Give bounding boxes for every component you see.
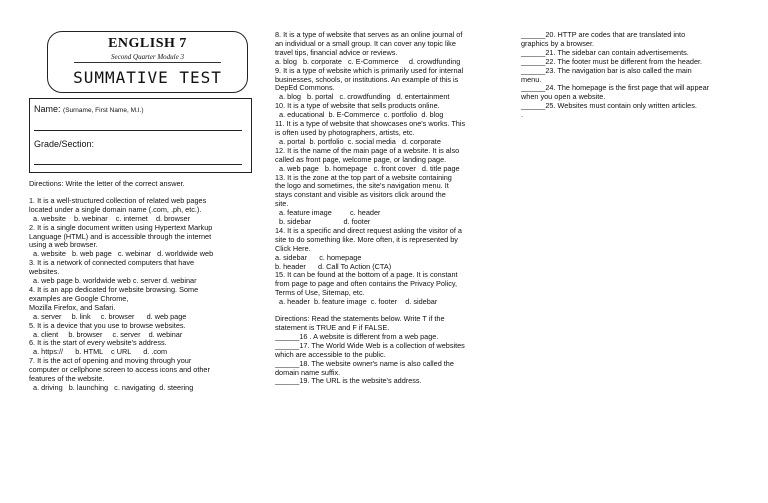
text-line: businesses, schools, or institutions. An example of this is [275, 74, 459, 84]
text-line: a. educational b. E-Commerce c. portfolio d. blog [275, 110, 444, 120]
text-line: an individual or a small group. It can cover any topic like [275, 38, 456, 48]
text-line: . [521, 110, 524, 120]
name-label: Name: [34, 104, 61, 114]
text-line: menu. [521, 74, 542, 84]
text-line: b. header d. Call To Action (CTA) [275, 261, 392, 271]
text-line: a. sidebar c. homepage [275, 252, 362, 262]
text-line: DepEd Commons. [275, 83, 335, 93]
text-line: is often used by photographers, artists, etc. [275, 127, 415, 137]
text-line: 1. It is a well-structured collection of related web pages [29, 195, 207, 205]
text-line: 11. It is a type of website that showcases one's works. This [275, 119, 466, 129]
text-line: a. web page b. worldwide web c. server d. webinar [29, 276, 197, 286]
text-line: ______22. The footer must be different from the header. [521, 56, 703, 66]
text-line: the logo and sometimes, the site's navigation menu. It [275, 181, 449, 191]
text-line: a. website b. webinar c. internet d. browser [29, 213, 191, 223]
text-line: ______18. The website owner's name is also called the [275, 358, 454, 368]
text-line: from page to page and often contains the Privacy Policy, [275, 279, 457, 289]
text-line: Language (HTML) and is accessible through the internet [29, 231, 212, 241]
text-line: statement is TRUE and F if FALSE. [275, 323, 390, 332]
text-line: 14. It is a specific and direct request asking the visitor of a [275, 225, 462, 235]
text-line: ______17. The World Wide Web is a collection of websites [275, 340, 465, 350]
text-line: domain name suffix. [275, 367, 341, 377]
questions-column-1 [29, 180, 251, 393]
text-line: Directions: Read the statements below. Write T if the [275, 314, 445, 324]
text-line: a. driving b. launching c. navigating d. steering [29, 382, 194, 392]
text-line: a. blog b. portal c. crowdfunding d. entertainment [275, 92, 450, 102]
text-line: a. https:// b. HTML c URL d. .com [29, 347, 168, 357]
text-line: located under a single domain name (.com, .ph, etc.). [29, 204, 202, 214]
text-line: a. client b. browser c. server d. webinar [29, 329, 183, 339]
text-line: 12. It is the name of the main page of a website. It is also [275, 145, 460, 155]
text-line: travel tips, financial advice or reviews. [275, 47, 398, 57]
text-line: a. portal b. portfolio c. social media d. corporate [275, 136, 441, 146]
text-line: ______16 . A website is different from a web page. [275, 331, 439, 341]
text-line: 13. It is the zone at the top part of a website containing [275, 172, 452, 182]
text-line: ______23. The navigation bar is also called the main [521, 65, 692, 75]
test-title: SUMMATIVE TEST [73, 68, 222, 87]
text-line: 10. It is a type of website that sells products online. [275, 101, 440, 111]
text-line: when you open a website. [521, 92, 606, 102]
text-line: a. website b. web page c. webinar d. worldwide web [29, 249, 214, 259]
subject-title: ENGLISH 7 [108, 36, 187, 51]
section-label: Grade/Section: [34, 139, 95, 149]
text-line: a. header b. feature image c. footer d. sidebar [275, 297, 438, 307]
text-line: 4. It is an app dedicated for website browsing. Some [29, 284, 199, 294]
questions-column-3 [521, 31, 746, 120]
text-line: 3. It is a network of connected computers that have [29, 258, 195, 268]
text-line: ______25. Websites must contain only written articles. [521, 101, 697, 111]
text-line: stays constant and visible as visitors click around the [275, 190, 446, 200]
text-line: 7. It is the act of opening and moving through your [29, 356, 192, 366]
text-line: Mozilla Firefox, and Safari. [29, 302, 116, 312]
text-line: examples are Google Chrome, [29, 293, 129, 303]
module-subtitle: Second Quarter Module 3 [111, 53, 184, 61]
text-line: Click Here. [275, 243, 311, 253]
text-line: 6. It is the start of every website's address. [29, 338, 167, 348]
text-line: a. feature image c. header [275, 208, 381, 218]
title-box [47, 31, 248, 93]
text-line: 2. It is a single document written using Hypertext Markup [29, 222, 213, 232]
text-line: site to do something like. More often, it is represented by [275, 234, 458, 244]
text-line: ______19. The URL is the website's address. [275, 376, 422, 386]
text-line: called as front page, welcome page, or landing page. [275, 154, 447, 164]
text-line: a. web page b. homepage c. front cover d. title page [275, 163, 460, 173]
title-divider [74, 62, 221, 63]
section-answer-line[interactable] [34, 164, 242, 165]
text-line: Directions: Write the letter of the correct answer. [29, 179, 185, 188]
text-line: graphics by a browser. [521, 38, 595, 48]
text-line: ______21. The sidebar can contain advertisements. [521, 47, 689, 57]
text-line: 9. It is a type of website which is primarily used for internal [275, 65, 464, 75]
text-line: ______24. The homepage is the first page that will appear [521, 83, 710, 93]
text-line: Terms of Use, Sitemap, etc. [275, 288, 365, 298]
student-info-box [29, 98, 252, 173]
text-line: 8. It is a type of website that serves as an online journal of [275, 30, 463, 39]
name-hint: (Surname, First Name, M.I.) [63, 107, 144, 114]
text-line: using a web browser. [29, 240, 98, 250]
text-line: a. server b. link c. browser d. web page [29, 311, 187, 321]
text-line: computer or cellphone screen to access icons and other [29, 365, 210, 375]
text-line: 15. It can be found at the bottom of a page. It is constant [275, 270, 458, 280]
text-line: ______20. HTTP are codes that are translated into [521, 30, 686, 39]
text-line: 5. It is a device that you use to browse websites. [29, 320, 186, 330]
text-line: b. sidebar d. footer [275, 217, 371, 227]
text-line: which are accessible to the public. [275, 349, 386, 359]
questions-column-2 [275, 31, 500, 386]
name-label-row [34, 104, 144, 114]
text-line: features of the website. [29, 374, 105, 384]
name-answer-line[interactable] [34, 130, 242, 131]
text-line: websites. [29, 267, 60, 277]
text-line: a. blog b. corporate c. E-Commerce d. crowdfunding [275, 56, 461, 66]
text-line: site. [275, 199, 289, 209]
